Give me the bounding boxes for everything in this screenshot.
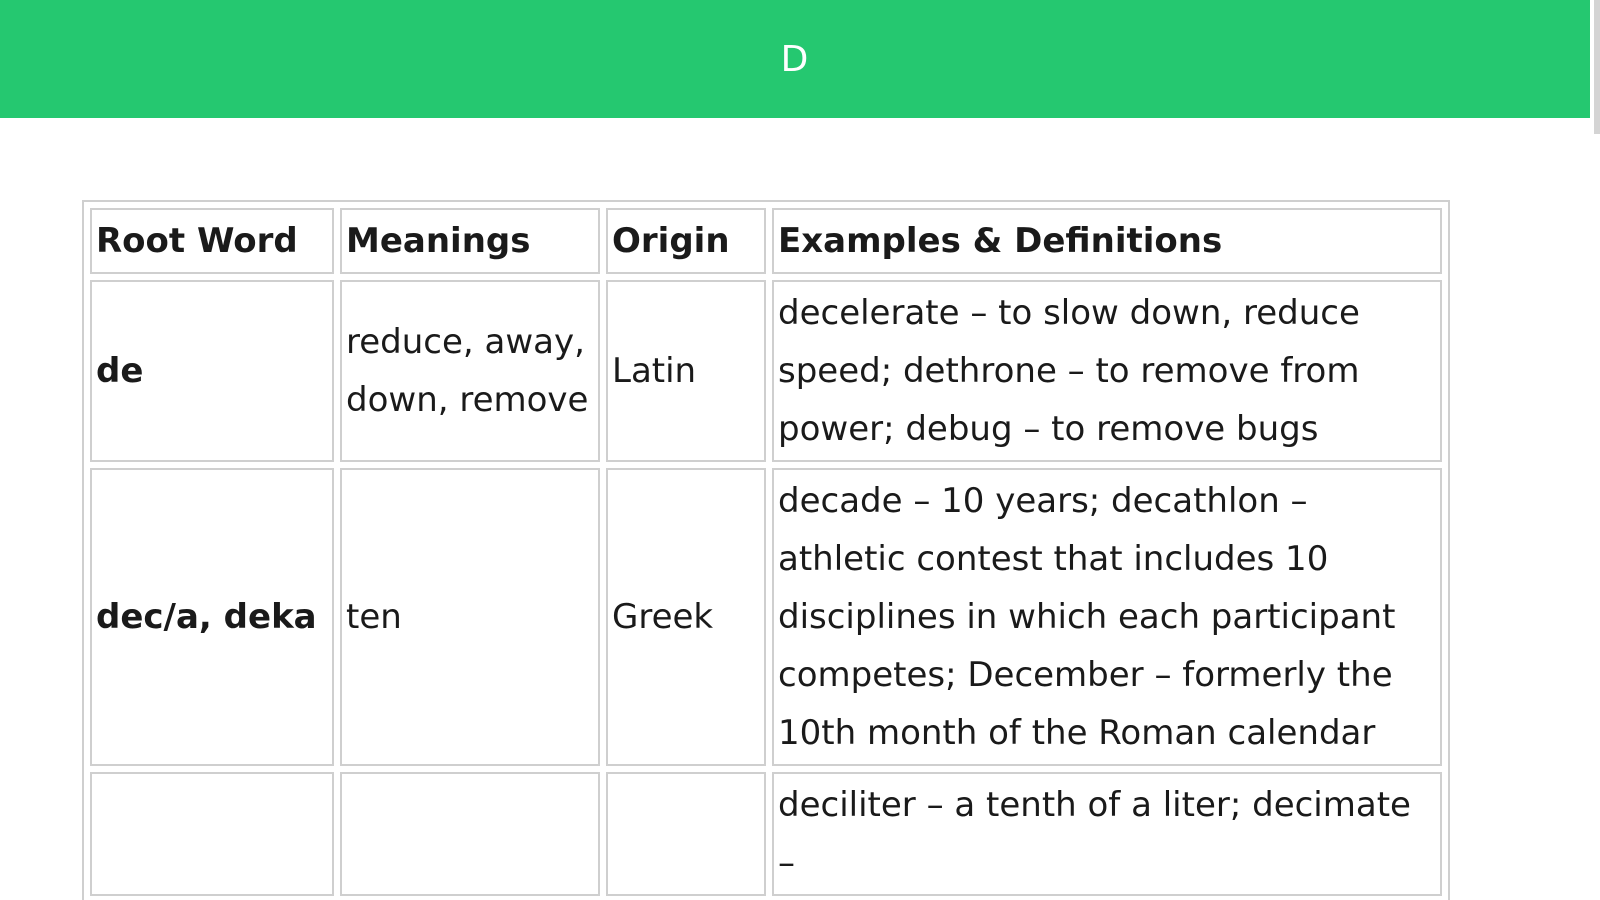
content-area [82,200,1450,900]
column-header-root-word: Root Word [90,208,334,274]
meanings-cell: ten [340,468,600,766]
root-words-table [82,200,1450,900]
root-word-cell: de [90,280,334,462]
meanings-cell: reduce, away, down, remove [340,280,600,462]
origin-cell: Latin [606,280,766,462]
meanings-cell [340,772,600,896]
table-header-row [90,208,1442,274]
table-row [90,772,1442,896]
examples-cell: decade – 10 years; decathlon – athletic contest that includes 10 disciplines in which each participant competes; December – formerly the 10th month of the Roman calendar [772,468,1442,766]
origin-cell [606,772,766,896]
table-row [90,280,1442,462]
page-title: D [780,38,810,80]
examples-cell: deciliter – a tenth of a liter; decimate – [772,772,1442,896]
table-row [90,468,1442,766]
column-header-meanings: Meanings [340,208,600,274]
app-header [0,0,1590,118]
column-header-examples: Examples & Definitions [772,208,1442,274]
root-word-cell [90,772,334,896]
scrollbar[interactable] [1594,0,1600,134]
origin-cell: Greek [606,468,766,766]
column-header-origin: Origin [606,208,766,274]
root-word-cell: dec/a, deka [90,468,334,766]
examples-cell: decelerate – to slow down, reduce speed; dethrone – to remove from power; debug – to remove bugs [772,280,1442,462]
